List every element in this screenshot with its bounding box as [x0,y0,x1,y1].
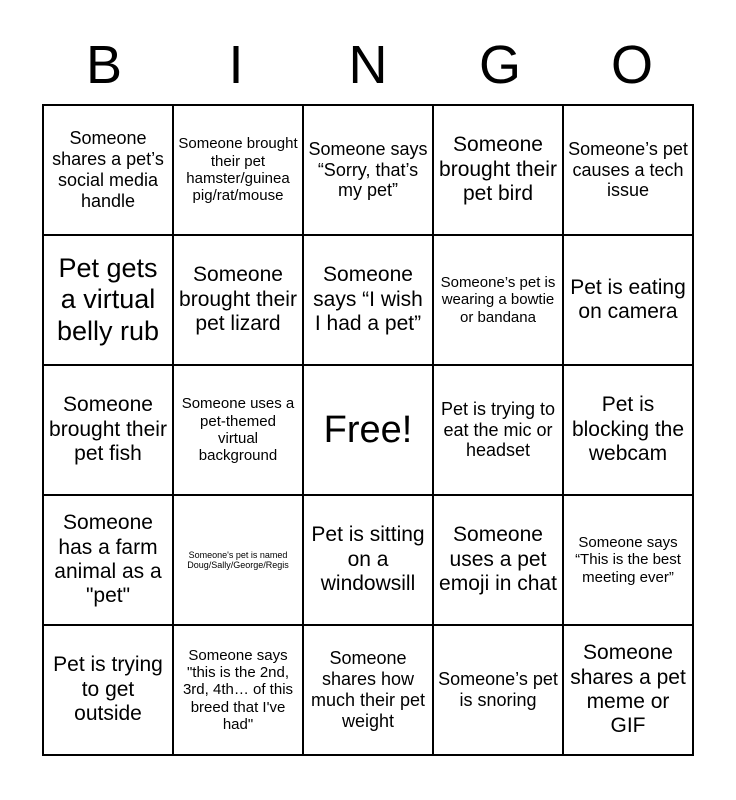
bingo-cell[interactable]: Pet is blocking the webcam [563,365,693,495]
bingo-cell[interactable]: Someone says “Sorry, that’s my pet” [303,105,433,235]
bingo-cell[interactable]: Someone says “This is the best meeting ever” [563,495,693,625]
bingo-cell[interactable]: Someone has a farm animal as a "pet" [43,495,173,625]
bingo-cell[interactable]: Someone brought their pet lizard [173,235,303,365]
bingo-cell[interactable]: Someone says “I wish I had a pet” [303,235,433,365]
bingo-header-letter-b: B [85,35,123,95]
bingo-cell-free[interactable]: Free! [303,365,433,495]
bingo-header [38,0,698,104]
bingo-cell[interactable]: Someone brought their pet fish [43,365,173,495]
bingo-cell[interactable]: Someone's pet is named Doug/Sally/George/Regis [173,495,303,625]
bingo-cell[interactable]: Pet is trying to get outside [43,625,173,755]
bingo-cell[interactable]: Someone shares a pet meme or GIF [563,625,693,755]
bingo-header-letter-i: I [228,35,244,95]
bingo-cell[interactable]: Someone uses a pet-themed virtual background [173,365,303,495]
bingo-cell[interactable]: Pet gets a virtual belly rub [43,235,173,365]
bingo-cell[interactable]: Pet is trying to eat the mic or headset [433,365,563,495]
table-row [43,235,693,365]
bingo-cell[interactable]: Someone shares how much their pet weight [303,625,433,755]
table-row [43,495,693,625]
bingo-cell[interactable]: Someone’s pet is wearing a bowtie or bandana [433,235,563,365]
bingo-cell[interactable]: Pet is eating on camera [563,235,693,365]
bingo-header-letter-o: O [610,35,653,95]
bingo-cell[interactable]: Someone shares a pet’s social media handle [43,105,173,235]
table-row [43,625,693,755]
bingo-cell[interactable]: Someone uses a pet emoji in chat [433,495,563,625]
bingo-grid [42,104,694,756]
bingo-cell[interactable]: Pet is sitting on a windowsill [303,495,433,625]
bingo-cell[interactable]: Someone says "this is the 2nd, 3rd, 4th… of this breed that I've had" [173,625,303,755]
bingo-header-letter-g: G [478,35,521,95]
bingo-cell[interactable]: Someone’s pet causes a tech issue [563,105,693,235]
bingo-cell[interactable]: Someone brought their pet hamster/guinea pig/rat/mouse [173,105,303,235]
bingo-header-letter-n: N [348,35,388,95]
bingo-cell[interactable]: Someone brought their pet bird [433,105,563,235]
table-row [43,105,693,235]
table-row [43,365,693,495]
bingo-cell[interactable]: Someone’s pet is snoring [433,625,563,755]
